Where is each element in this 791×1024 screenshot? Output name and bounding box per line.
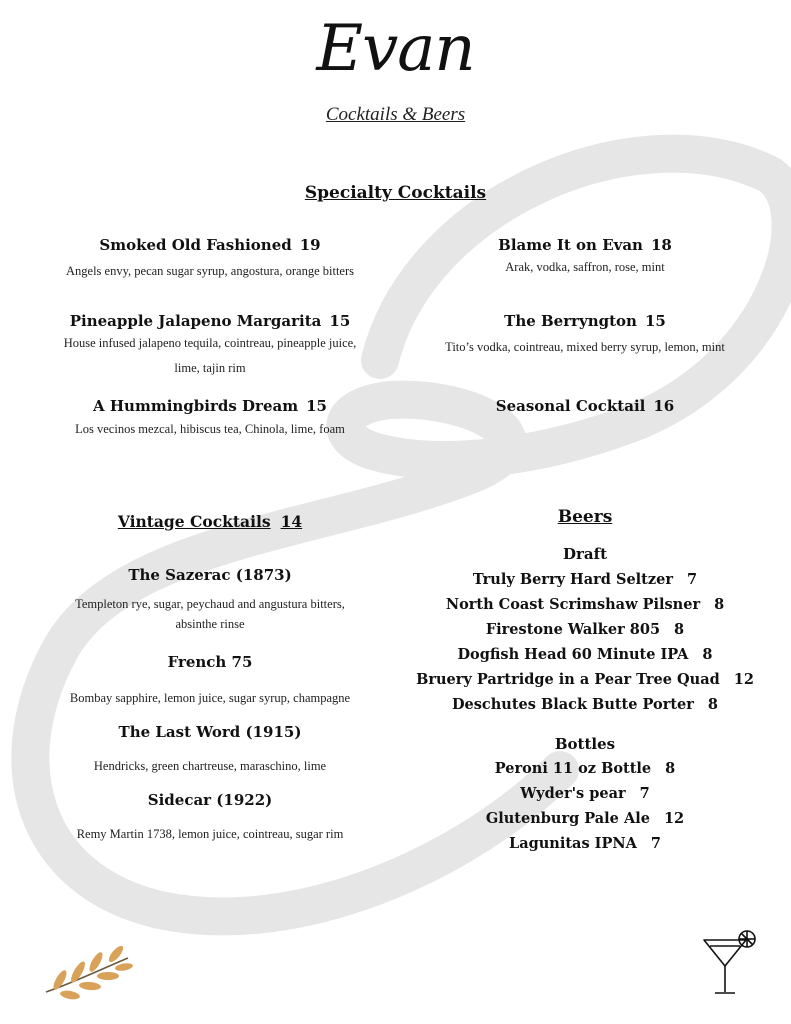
beer-price: 7 <box>650 835 661 852</box>
item-name: The Berryngton <box>504 312 637 330</box>
beer-item <box>385 810 785 827</box>
item-price: 15 <box>644 312 666 330</box>
beers-heading: Beers <box>557 507 613 527</box>
beer-name: Glutenburg Pale Ale <box>485 810 650 827</box>
beer-price: 8 <box>702 646 713 663</box>
item-description: Templeton rye, sugar, peychaud and angustura bitters, <box>75 597 345 611</box>
vintage-cocktails-heading <box>10 512 410 531</box>
beer-name: Deschutes Black Butte Porter <box>451 696 694 713</box>
beer-name: Lagunitas IPNA <box>509 835 637 852</box>
beer-price: 7 <box>686 571 698 588</box>
item-price: 15 <box>329 312 351 330</box>
beer-item <box>385 571 785 588</box>
item-description: Tito’s vodka, cointreau, mixed berry syrup, lemon, mint <box>445 340 725 354</box>
beer-item <box>385 596 785 613</box>
item-price: 15 <box>306 397 327 415</box>
olive-branch-icon <box>40 940 135 1005</box>
beer-item <box>385 696 785 713</box>
beer-name: North Coast Scrimshaw Pilsner <box>445 596 701 613</box>
beer-item <box>385 760 785 777</box>
item-description: Angels envy, pecan sugar syrup, angostura, orange bitters <box>66 264 354 278</box>
beer-price: 8 <box>665 760 676 777</box>
item-name: Smoked Old Fashioned <box>99 236 292 254</box>
item-name: The Last Word (1915) <box>118 723 302 741</box>
beer-item <box>385 785 785 802</box>
item-price: 18 <box>650 236 672 254</box>
menu-item <box>395 235 775 254</box>
beer-name: Dogfish Head 60 Minute IPA <box>457 646 689 663</box>
section-price: 14 <box>280 512 303 531</box>
beer-name: Truly Berry Hard Seltzer <box>472 571 673 588</box>
item-name: Pineapple Jalapeno Margarita <box>69 312 322 330</box>
beer-item <box>385 671 785 688</box>
item-name: French 75 <box>167 653 253 671</box>
beer-name: Wyder's pear <box>520 785 626 802</box>
beer-price: 8 <box>674 621 685 638</box>
item-name: The Sazerac (1873) <box>128 566 292 584</box>
specialty-cocktails-heading: Specialty Cocktails <box>304 183 487 203</box>
section-title: Vintage Cocktails <box>117 512 271 531</box>
item-name: Seasonal Cocktail <box>495 397 646 415</box>
item-description: House infused jalapeno tequila, cointreau, pineapple juice, <box>63 336 357 350</box>
item-description: Bombay sapphire, lemon juice, sugar syrup, champagne <box>69 691 351 705</box>
beer-item <box>385 835 785 852</box>
item-description: Arak, vodka, saffron, rose, mint <box>505 260 665 274</box>
item-name: A Hummingbirds Dream <box>93 397 299 415</box>
menu-item <box>20 311 400 330</box>
martini-glass-icon <box>700 928 762 998</box>
menu-item <box>20 235 400 254</box>
beer-price: 7 <box>639 785 650 802</box>
page-subtitle: Cocktails & Beers <box>325 104 466 125</box>
beer-name: Peroni 11 oz Bottle <box>494 760 652 777</box>
menu-item <box>395 311 775 330</box>
item-description: Hendricks, green chartreuse, maraschino, lime <box>93 759 327 773</box>
item-price: 19 <box>299 236 321 254</box>
item-description: absinthe rinse <box>175 617 245 631</box>
beer-price: 12 <box>663 810 685 827</box>
menu-item <box>20 396 400 415</box>
beer-item <box>385 646 785 663</box>
draft-subheading: Draft <box>562 545 607 563</box>
beer-price: 8 <box>714 596 725 613</box>
brand-logo-script: Evan <box>316 12 475 86</box>
beer-price: 12 <box>733 671 754 688</box>
beer-item <box>385 621 785 638</box>
beer-price: 8 <box>707 696 719 713</box>
item-description: lime, tajin rim <box>174 361 246 375</box>
item-description: Los vecinos mezcal, hibiscus tea, Chinola, lime, foam <box>75 422 345 436</box>
item-description: Remy Martin 1738, lemon juice, cointreau, sugar rim <box>76 827 344 841</box>
item-price: 16 <box>653 397 675 415</box>
beer-name: Firestone Walker 805 <box>485 621 661 638</box>
menu-item <box>395 396 775 415</box>
item-name: Blame It on Evan <box>498 236 643 254</box>
bottles-subheading: Bottles <box>554 735 616 753</box>
beer-name: Bruery Partridge in a Pear Tree Quad <box>416 671 720 688</box>
item-name: Sidecar (1922) <box>147 791 273 809</box>
